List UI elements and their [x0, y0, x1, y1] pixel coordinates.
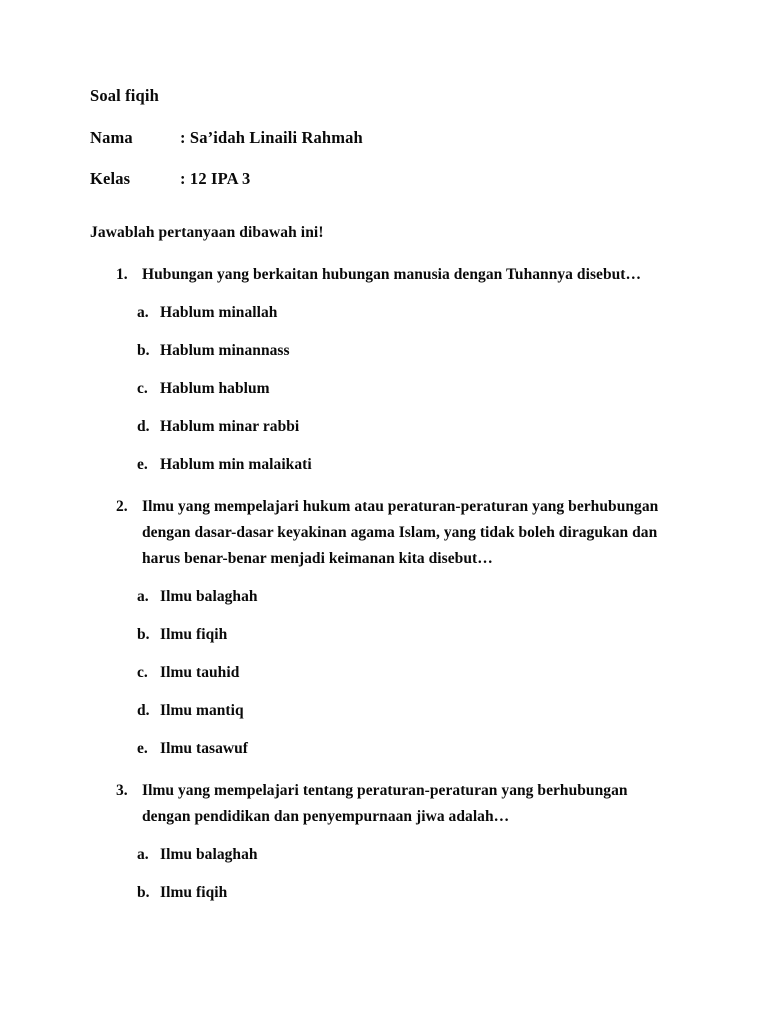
option-row[interactable] [90, 338, 675, 364]
option-text: Ilmu balaghah [160, 846, 258, 863]
option-letter: d. [137, 702, 150, 719]
option-letter: e. [137, 740, 148, 757]
option-text: Hablum hablum [160, 380, 270, 397]
question-row [90, 778, 675, 830]
question-row [90, 494, 675, 572]
option-letter: a. [137, 846, 149, 863]
option-list [90, 300, 675, 478]
option-text: Ilmu balaghah [160, 588, 258, 605]
option-list [90, 584, 675, 762]
question-block [90, 494, 675, 762]
option-list [90, 842, 675, 906]
option-row[interactable] [90, 452, 675, 478]
option-row[interactable] [90, 414, 675, 440]
meta-value-kelas: : 12 IPA 3 [180, 169, 251, 188]
option-letter: a. [137, 304, 149, 321]
option-row[interactable] [90, 698, 675, 724]
meta-value-nama: : Sa’idah Linaili Rahmah [180, 127, 363, 147]
option-row[interactable] [90, 300, 675, 326]
option-letter: b. [137, 342, 150, 359]
option-letter: c. [137, 380, 148, 397]
instruction-text: Jawablah pertanyaan dibawah ini! [90, 223, 324, 241]
meta-label-nama: Nama [90, 127, 133, 147]
option-letter: b. [137, 884, 150, 901]
question-text: Ilmu yang mempelajari tentang peraturan-peraturan yang berhubungan dengan pendidikan dan penyempurnaan jiwa adalah… [142, 782, 628, 825]
option-text: Hablum minannass [160, 342, 290, 359]
option-row[interactable] [90, 622, 675, 648]
option-row[interactable] [90, 880, 675, 906]
meta-row-nama [90, 127, 675, 147]
option-text: Hablum minallah [160, 304, 278, 321]
option-row[interactable] [90, 376, 675, 402]
question-block [90, 778, 675, 906]
question-block [90, 262, 675, 478]
option-text: Ilmu fiqih [160, 884, 228, 901]
question-text: Hubungan yang berkaitan hubungan manusia dengan Tuhannya disebut… [142, 266, 642, 283]
option-letter: c. [137, 664, 148, 681]
option-text: Hablum minar rabbi [160, 418, 300, 435]
option-letter: e. [137, 456, 148, 473]
option-row[interactable] [90, 736, 675, 762]
option-text: Ilmu tauhid [160, 664, 240, 681]
question-list [90, 262, 675, 906]
question-row [90, 262, 675, 288]
option-text: Hablum min malaikati [160, 456, 312, 473]
option-letter: a. [137, 588, 149, 605]
meta-label-kelas: Kelas [90, 169, 131, 188]
option-letter: d. [137, 418, 150, 435]
question-number: 1. [116, 266, 128, 283]
option-row[interactable] [90, 842, 675, 868]
option-text: Ilmu tasawuf [160, 740, 249, 757]
question-number: 2. [116, 498, 128, 515]
option-letter: b. [137, 626, 150, 643]
option-row[interactable] [90, 584, 675, 610]
option-text: Ilmu fiqih [160, 626, 228, 643]
question-number: 3. [116, 782, 128, 799]
page-title: Soal fiqih [90, 86, 159, 105]
question-text: Ilmu yang mempelajari hukum atau peraturan-peraturan yang berhubungan dengan dasar-dasar keyakinan agama Islam, yang tidak boleh diragukan dan harus benar-benar menjadi keimanan kita disebut… [142, 498, 659, 567]
meta-row-kelas [90, 171, 675, 188]
option-text: Ilmu mantiq [160, 702, 244, 719]
option-row[interactable] [90, 660, 675, 686]
